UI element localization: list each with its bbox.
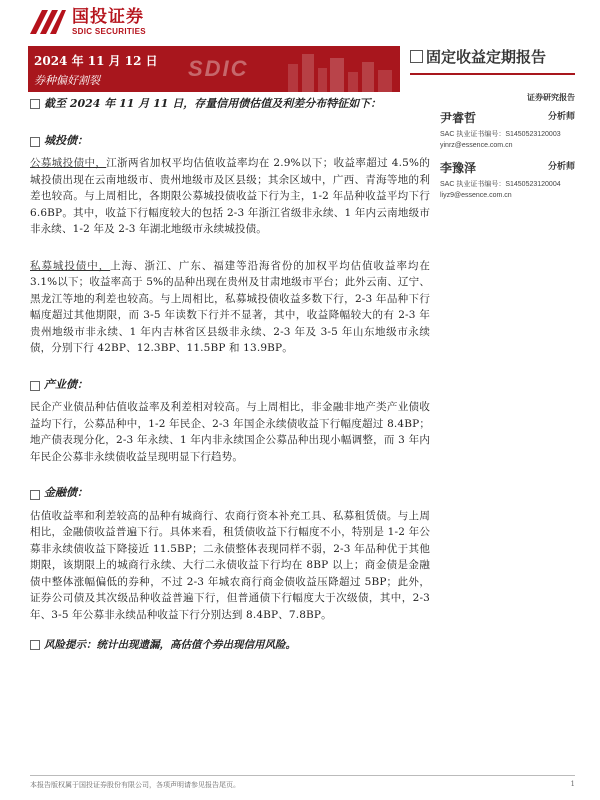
analyst-cert: SAC 执业证书编号：S1450523120003 <box>440 131 561 138</box>
bullet-icon <box>30 640 40 650</box>
paragraph <box>30 155 430 238</box>
section-heading-text: 产业债： <box>44 377 88 391</box>
paragraph-lead: 公募城投债中， <box>30 157 107 169</box>
paragraph-text: 估值收益率和利差较高的品种有城商行、农商行资本补充工具、私募租赁债。与上周相比，金融债收益普遍下行。具体来看，租赁债收益下行幅度不小，特别是 1-2 年公募非永续债收益下降接近 11.5BP；二永债整体表现同样不弱，2-3 年品种优于其他期限，该期限上的城商行永续、大行二永债收益下行均在 8BP 以上；商金债是金融债中整体涨幅偏低的券种，不过 2-3 年城农商行商金债收益压降超过 5BP；此外，证券公司债及其次级品种收益普遍下行，但普通债下行幅度大于次级债，其中，2-3 年、3-5 年公募非永续品种收益下行分别达到 8.4BP、7.8BP。 <box>30 509 430 621</box>
report-type-text: 固定收益定期报告 <box>426 48 547 66</box>
section-heading-industry <box>30 377 430 394</box>
analyst-title: 分析师 <box>547 112 575 122</box>
risk-warning <box>30 637 430 654</box>
risk-text: 风险提示：统计出现遗漏，高估值个券出现信用风险。 <box>44 639 296 651</box>
footer-disclaimer: 本报告版权属于国投证券股份有限公司，各项声明请参见报告尾页。 <box>30 781 240 789</box>
page-footer <box>30 775 575 790</box>
analyst-sidebar <box>440 92 575 199</box>
bullet-icon <box>30 490 40 500</box>
report-type-icon <box>410 50 423 63</box>
analyst-card <box>440 159 575 199</box>
analyst-name: 李豫泽 <box>440 161 477 175</box>
bullet-icon <box>30 99 40 109</box>
analyst-name: 尹睿哲 <box>440 111 477 125</box>
analyst-card <box>440 109 575 149</box>
section-heading-text: 城投债： <box>44 133 88 147</box>
paragraph-lead: 私募城投债中， <box>30 259 111 272</box>
report-subtitle: 券种偏好割裂 <box>34 74 100 87</box>
section-heading-chengtou <box>30 133 430 150</box>
logo-mark-icon <box>28 8 66 36</box>
paragraph <box>30 399 430 465</box>
report-type-header <box>410 46 575 75</box>
analyst-email[interactable]: liyz9@essence.com.cn <box>440 192 512 199</box>
section-heading-financial <box>30 485 430 502</box>
report-body <box>30 96 430 654</box>
bullet-icon <box>30 381 40 391</box>
lead-text: 截至 2024 年 11 月 11 日，存量信用债估值及利差分布特征如下： <box>44 97 382 110</box>
logo-cn-text: 国投证券 <box>72 6 144 27</box>
title-banner <box>28 46 400 92</box>
report-date: 2024 年 11 月 12 日 <box>34 54 158 68</box>
paragraph <box>30 258 430 357</box>
lead-summary <box>30 96 430 113</box>
company-logo <box>28 8 146 36</box>
section-heading-text: 金融债： <box>44 486 88 499</box>
analyst-title: 分析师 <box>547 162 575 172</box>
paragraph <box>30 508 430 624</box>
research-label: 证券研究报告 <box>527 92 575 102</box>
analyst-email[interactable]: yinrz@essence.com.cn <box>440 142 513 149</box>
paragraph-text: 上海、浙江、广东、福建等沿海省份的加权平均估值收益率均在 3.1%以下；收益率高于 5%的品种出现在贵州及甘肃地级市平台；此外云南、辽宁、黑龙江等地的利差也较高。与上周相比，私募城投债收益多数下行，2-3 年品种下行幅度超过其他期限，而 3-5 年读数下行并不显著，其中，收益降幅较大的有 2-3 年贵州地级市非永续、1 年内吉林省区县级非永续、2-3 年及 3-5 年山东地级市永续债，分别下行 42BP、12.3BP、11.5BP 和 13.9BP。 <box>30 259 430 354</box>
paragraph-text: 江浙两省加权平均估值收益率均在 2.9%以下；收益率超过 4.5%的城投债出现在云南地级市、贵州地级市及区县级；其余区域中，广西、青海等地的利差也较高。与上周相比，各期限公募城投债收益下行为主，1-2 年品种收益平均下行 6.6BP。其中，收益下行幅度较大的包括 2-3 年浙江省级非永续、1 年内云南地级市非永续、1-2 年及 2-3 年湖北地级市永续城投债。 <box>30 157 430 235</box>
paragraph-text: 民企产业债品种估值收益率及利差相对较高。与上周相比，非金融非地产类产业债收益均下行，公募品种中，1-2 年民企、2-3 年国企永续债收益下行幅度超过 8.4BP；地产债表现分化，2-3 年永续、1 年内非永续国企公募品种出现小幅调整，而 3 年内年民企公募非永续债收益呈现明显下行趋势。 <box>30 401 430 463</box>
bullet-icon <box>30 137 40 147</box>
banner-watermark: SDIC <box>188 56 249 81</box>
logo-en-text: SDIC SECURITIES <box>72 26 146 36</box>
page-number: 1 <box>570 780 575 788</box>
analyst-cert: SAC 执业证书编号：S1450523120004 <box>440 181 561 188</box>
